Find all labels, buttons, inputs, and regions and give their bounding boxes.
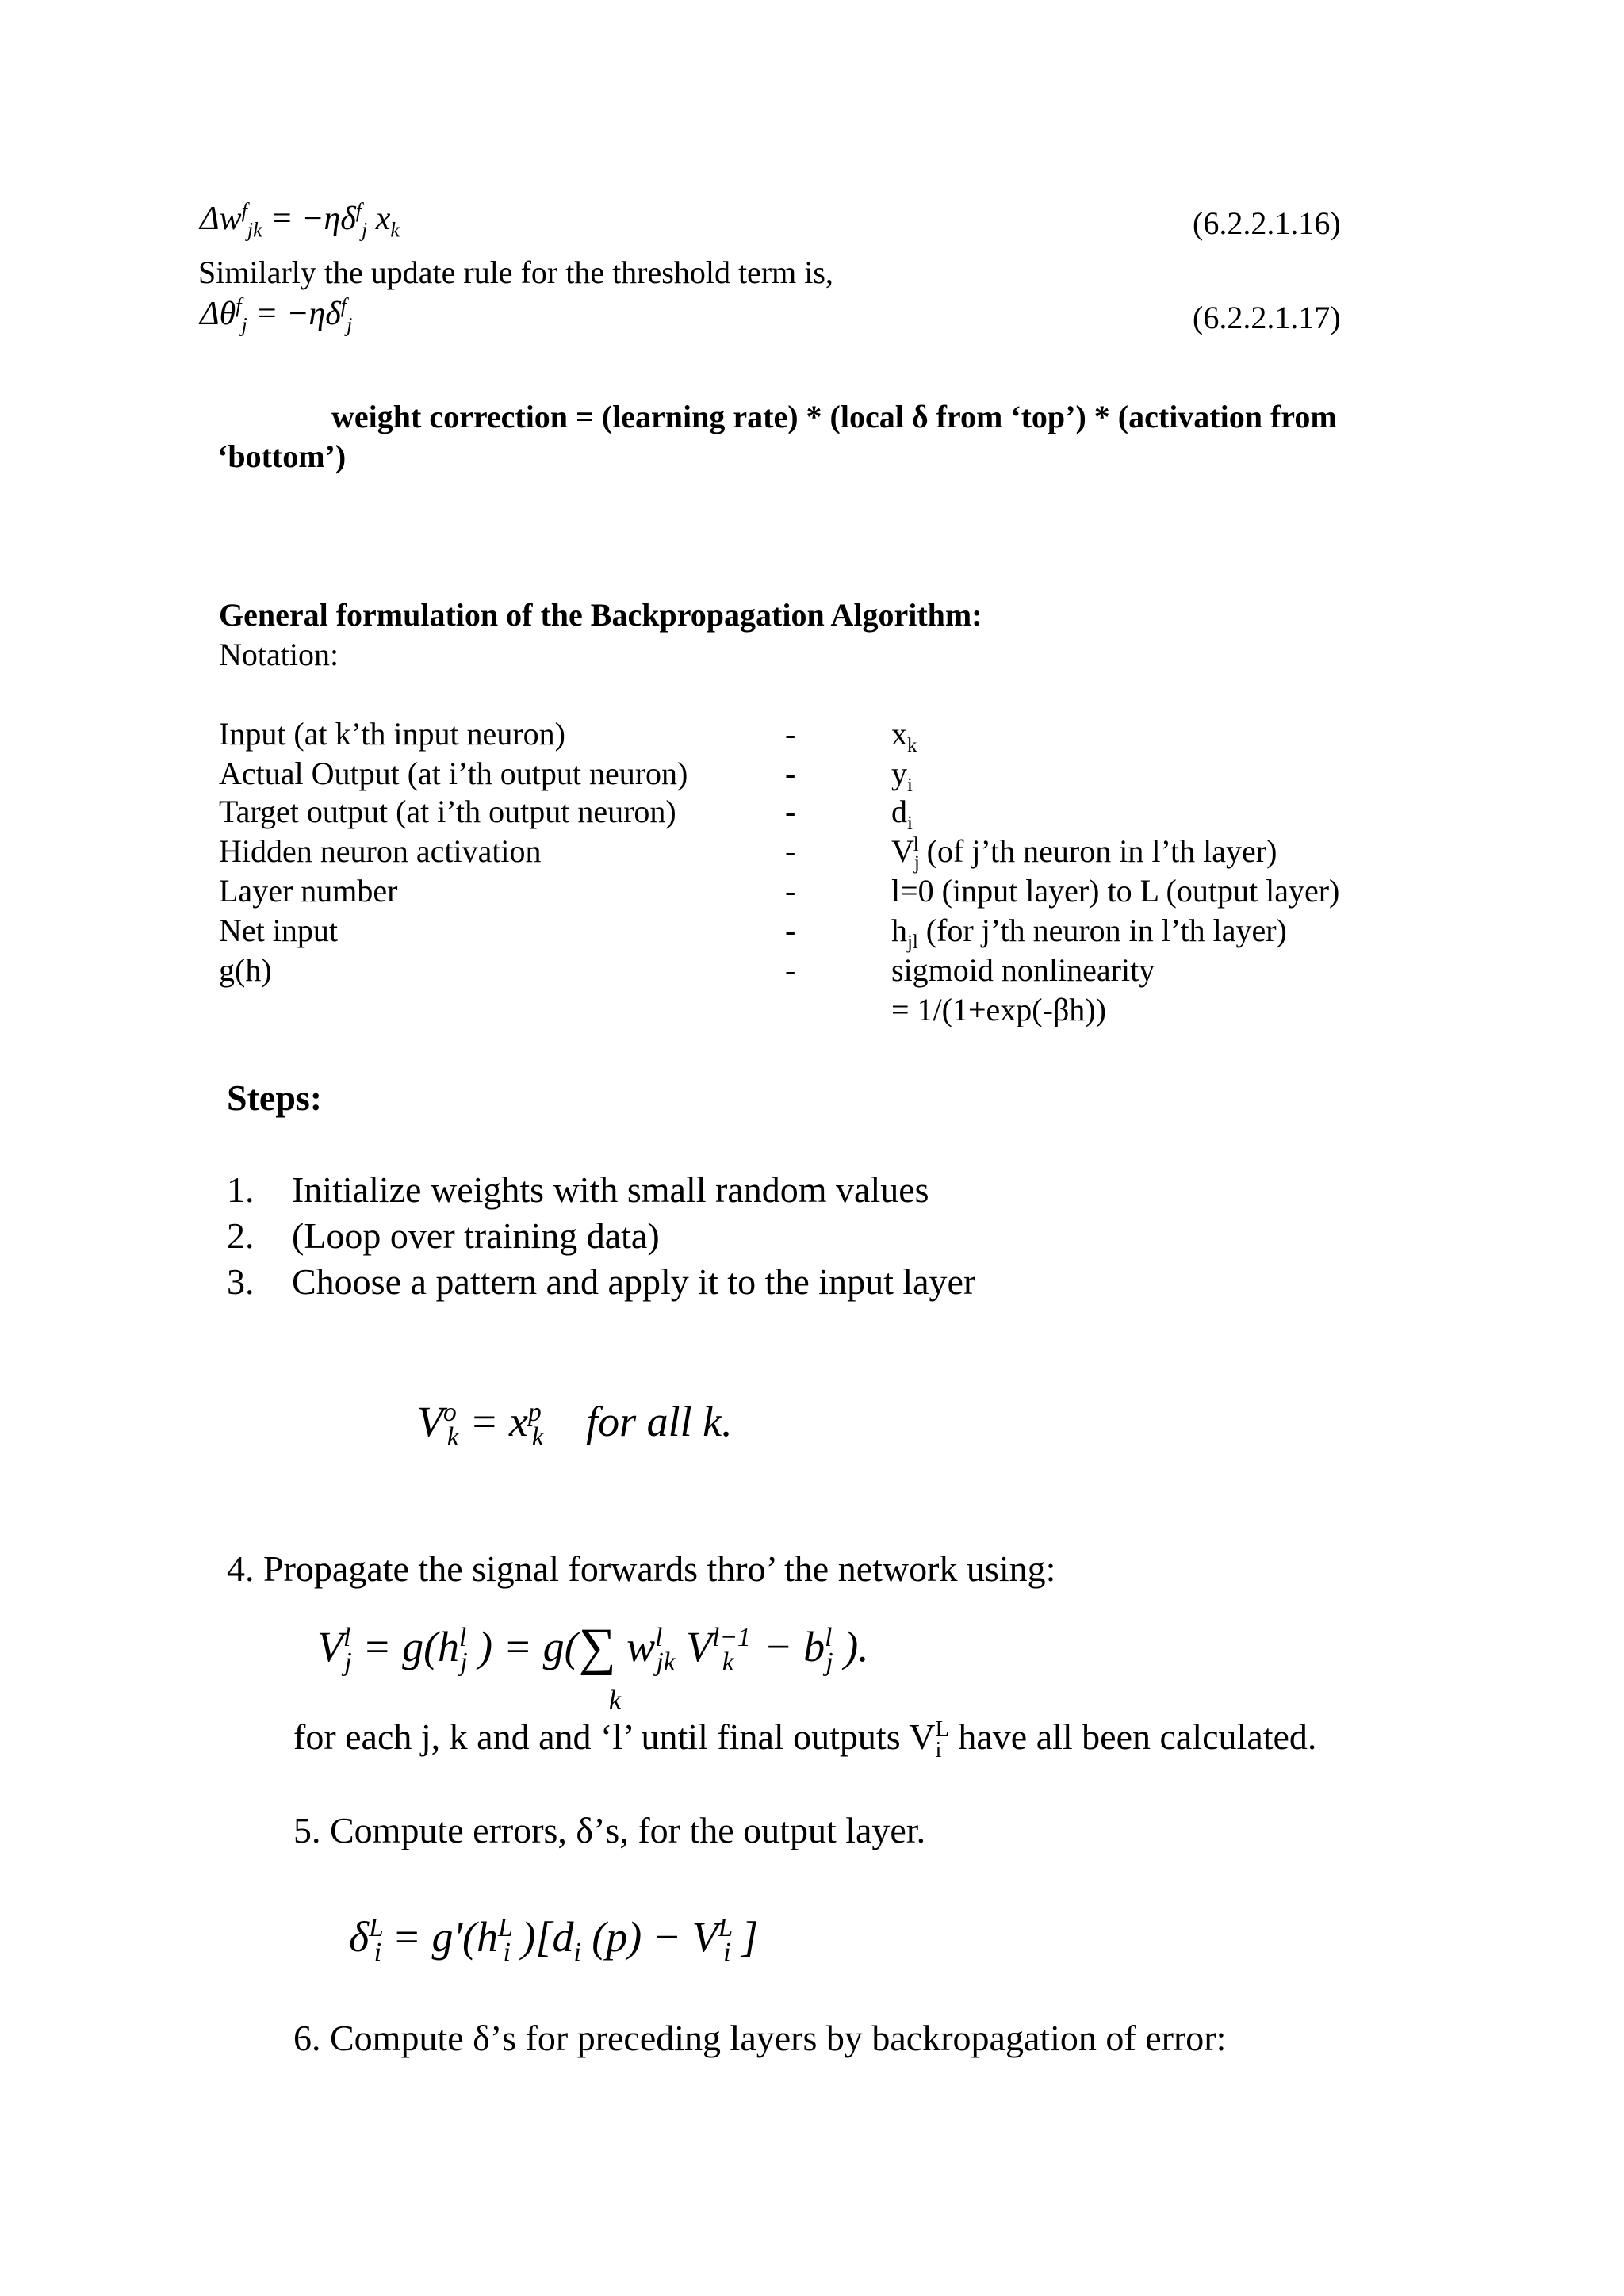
notation-dash-hidden-activation: -: [785, 833, 796, 869]
eq5-end: ]: [741, 1913, 759, 1961]
for-each-part2: have all been calculated.: [948, 1716, 1317, 1757]
eq3-v: V: [417, 1398, 443, 1445]
eq4-minus-b: − b: [764, 1623, 825, 1670]
eq5-mid: = g'(h: [392, 1913, 499, 1961]
notation-label-target-output: Target output (at i’th output neuron): [219, 794, 676, 829]
equation-6-2-2-1-16: [200, 199, 400, 242]
eq5-h-sub: i: [503, 1937, 511, 1967]
eq4-b-sub: j: [825, 1647, 833, 1677]
notation-row-gh: [219, 951, 272, 989]
eq3-eq: = x: [469, 1398, 529, 1445]
step-3-text: Choose a pattern and apply it to the input layer: [292, 1261, 976, 1302]
for-each-text: [293, 1716, 1317, 1763]
eq2-lhs: Δθ: [200, 296, 236, 332]
notation-label-actual-output: Actual Output (at i’th output neuron): [219, 756, 688, 791]
for-each-sup: L: [935, 1716, 949, 1742]
eq1-x-sub: k: [390, 218, 400, 242]
notation-dash-gh: -: [785, 952, 796, 988]
eq4-v2: V: [686, 1623, 713, 1670]
notation-row-hidden-activation: [219, 832, 542, 870]
notation-label-net-input: Net input: [219, 913, 338, 948]
weight-correction-line1: weight correction = (learning rate) * (local δ from ‘top’) * (activation from: [331, 399, 1337, 434]
equation-input-layer: [417, 1397, 733, 1452]
for-each-part1: for each j, k and and ‘l’ until final outputs V: [293, 1716, 936, 1757]
notation-label: Notation:: [219, 637, 339, 672]
eq5-v-sub: i: [723, 1937, 731, 1967]
eq2-lhs-sup: f: [236, 294, 242, 317]
equation-forward-propagation: [317, 1614, 869, 1677]
notation-label-layer-number: Layer number: [219, 873, 398, 909]
notation-dash-layer-number: -: [785, 873, 796, 909]
symbol-sigmoid: sigmoid nonlinearity: [891, 952, 1155, 988]
eq3-x-sub: k: [531, 1422, 544, 1452]
notation-dash-target-output: -: [785, 794, 796, 829]
eq2-lhs-sub: j: [241, 313, 247, 337]
sum-icon: ∑: [578, 1618, 616, 1676]
symbol-layer-range: l=0 (input layer) to L (output layer): [891, 873, 1340, 909]
eq2-rhs-sub: j: [347, 313, 353, 337]
symbol-y-sub: i: [907, 775, 913, 796]
symbol-d: d: [891, 794, 907, 829]
symbol-v-desc: (of j’th neuron in l’th layer): [918, 833, 1277, 869]
eq4-g1: = g(h: [362, 1623, 460, 1670]
eq2-rhs: = −ηδ: [255, 296, 341, 332]
symbol-x-sub: k: [907, 735, 917, 756]
step-6-text: 6. Compute δ’s for preceding layers by backropagation of error:: [293, 2018, 1227, 2058]
step-5-text: 5. Compute errors, δ’s, for the output layer.: [293, 1810, 926, 1850]
eq4-v2-sup: l−1: [712, 1623, 751, 1652]
eq1-rhs-sub: j: [361, 218, 368, 242]
eq1-x: x: [375, 201, 391, 237]
eq4-v-sup: l: [343, 1623, 351, 1652]
step-3-num: 3.: [227, 1261, 255, 1302]
eq4-g2: ) = g(: [478, 1623, 579, 1670]
notation-symbol-input: [891, 715, 917, 756]
eq3-tail: for all k.: [586, 1398, 733, 1445]
sum-index: k: [609, 1686, 622, 1715]
symbol-y: y: [891, 756, 907, 791]
step-1: [227, 1169, 929, 1211]
eq5-v-sup: L: [718, 1913, 733, 1942]
eq5-tail: (p) − V: [592, 1913, 718, 1961]
step-4-text: 4. Propagate the signal forwards thro’ the network using:: [227, 1548, 1056, 1589]
symbol-h-desc: (for j’th neuron in l’th layer): [917, 913, 1287, 948]
symbol-v: V: [891, 833, 914, 869]
equation-number-16: (6.2.2.1.16): [1193, 205, 1341, 241]
eq4-w-sup: l: [655, 1623, 663, 1652]
symbol-d-sub: i: [907, 813, 913, 834]
sigmoid-formula: = 1/(1+exp(-βh)): [891, 992, 1106, 1027]
notation-dash-input: -: [785, 716, 796, 752]
notation-symbol-layer-number: [891, 872, 1339, 909]
eq1-rhs: = −ηδ: [270, 201, 356, 237]
eq5-h-sup: L: [498, 1913, 513, 1942]
symbol-h-sub: jl: [907, 932, 918, 953]
eq5-d-sub: i: [573, 1937, 581, 1967]
eq1-lhs-sub: jk: [247, 218, 262, 242]
notation-symbol-actual-output: [891, 755, 913, 796]
eq4-v2-sub: k: [722, 1647, 734, 1677]
for-each-sub: i: [935, 1738, 942, 1763]
eq5-delta: δ: [349, 1913, 370, 1961]
similarly-text: Similarly the update rule for the threshold term is,: [198, 254, 833, 290]
eq4-h-sub: j: [460, 1647, 468, 1677]
eq4-v: V: [317, 1623, 343, 1670]
notation-label-gh: g(h): [219, 952, 272, 988]
eq1-rhs-sup: f: [355, 199, 362, 222]
eq5-delta-sub: i: [373, 1937, 382, 1967]
eq4-w: w: [626, 1623, 656, 1670]
general-heading: General formulation of the Backpropagation Algorithm:: [219, 597, 982, 633]
notation-row-layer-number: [219, 872, 397, 909]
eq3-x-sup: p: [528, 1398, 542, 1427]
eq4-h-sup: l: [459, 1623, 467, 1652]
equation-6-2-2-1-17: [200, 294, 353, 337]
step-2-text: (Loop over training data): [292, 1215, 660, 1256]
equation-output-delta: [349, 1912, 759, 1967]
eq4-v-sub: j: [344, 1647, 352, 1677]
eq3-v-sub: k: [446, 1422, 459, 1452]
eq5-delta-sup: L: [369, 1913, 384, 1942]
notation-label-hidden-activation: Hidden neuron activation: [219, 833, 542, 869]
step-2-num: 2.: [227, 1215, 255, 1256]
eq2-rhs-sup: f: [340, 294, 347, 317]
eq1-lhs-sup: f: [241, 199, 247, 222]
notation-row-net-input: [219, 912, 338, 949]
eq5-rest: )[d: [521, 1913, 574, 1961]
eq4-w-sub: jk: [656, 1647, 676, 1677]
notation-symbol-target-output: [891, 793, 913, 834]
notation-row-actual-output: [219, 755, 688, 792]
eq1-lhs: Δw: [200, 201, 242, 237]
symbol-v-sup: l: [913, 833, 919, 855]
notation-dash-actual-output: -: [785, 756, 796, 791]
notation-label-input: Input (at k’th input neuron): [219, 716, 565, 752]
symbol-x: x: [891, 716, 907, 752]
eq4-b-sup: l: [825, 1623, 833, 1652]
notation-symbol-hidden-activation: [891, 832, 1277, 874]
symbol-h: h: [891, 913, 907, 948]
equation-number-17: (6.2.2.1.17): [1193, 300, 1341, 335]
eq3-v-sup: o: [443, 1398, 457, 1427]
notation-row-target-output: [219, 793, 676, 830]
step-1-text: Initialize weights with small random values: [292, 1169, 929, 1210]
weight-correction-line2: ‘bottom’): [217, 438, 347, 474]
steps-heading: Steps:: [227, 1077, 323, 1118]
notation-row-input: [219, 715, 565, 752]
step-3: [227, 1261, 976, 1303]
symbol-v-sub: j: [914, 852, 920, 874]
notation-dash-net-input: -: [785, 913, 796, 948]
step-1-num: 1.: [227, 1169, 255, 1210]
step-2: [227, 1215, 660, 1257]
eq4-end: ).: [844, 1623, 869, 1670]
notation-symbol-net-input: [891, 912, 1287, 953]
notation-symbol-gh: [891, 951, 1155, 989]
